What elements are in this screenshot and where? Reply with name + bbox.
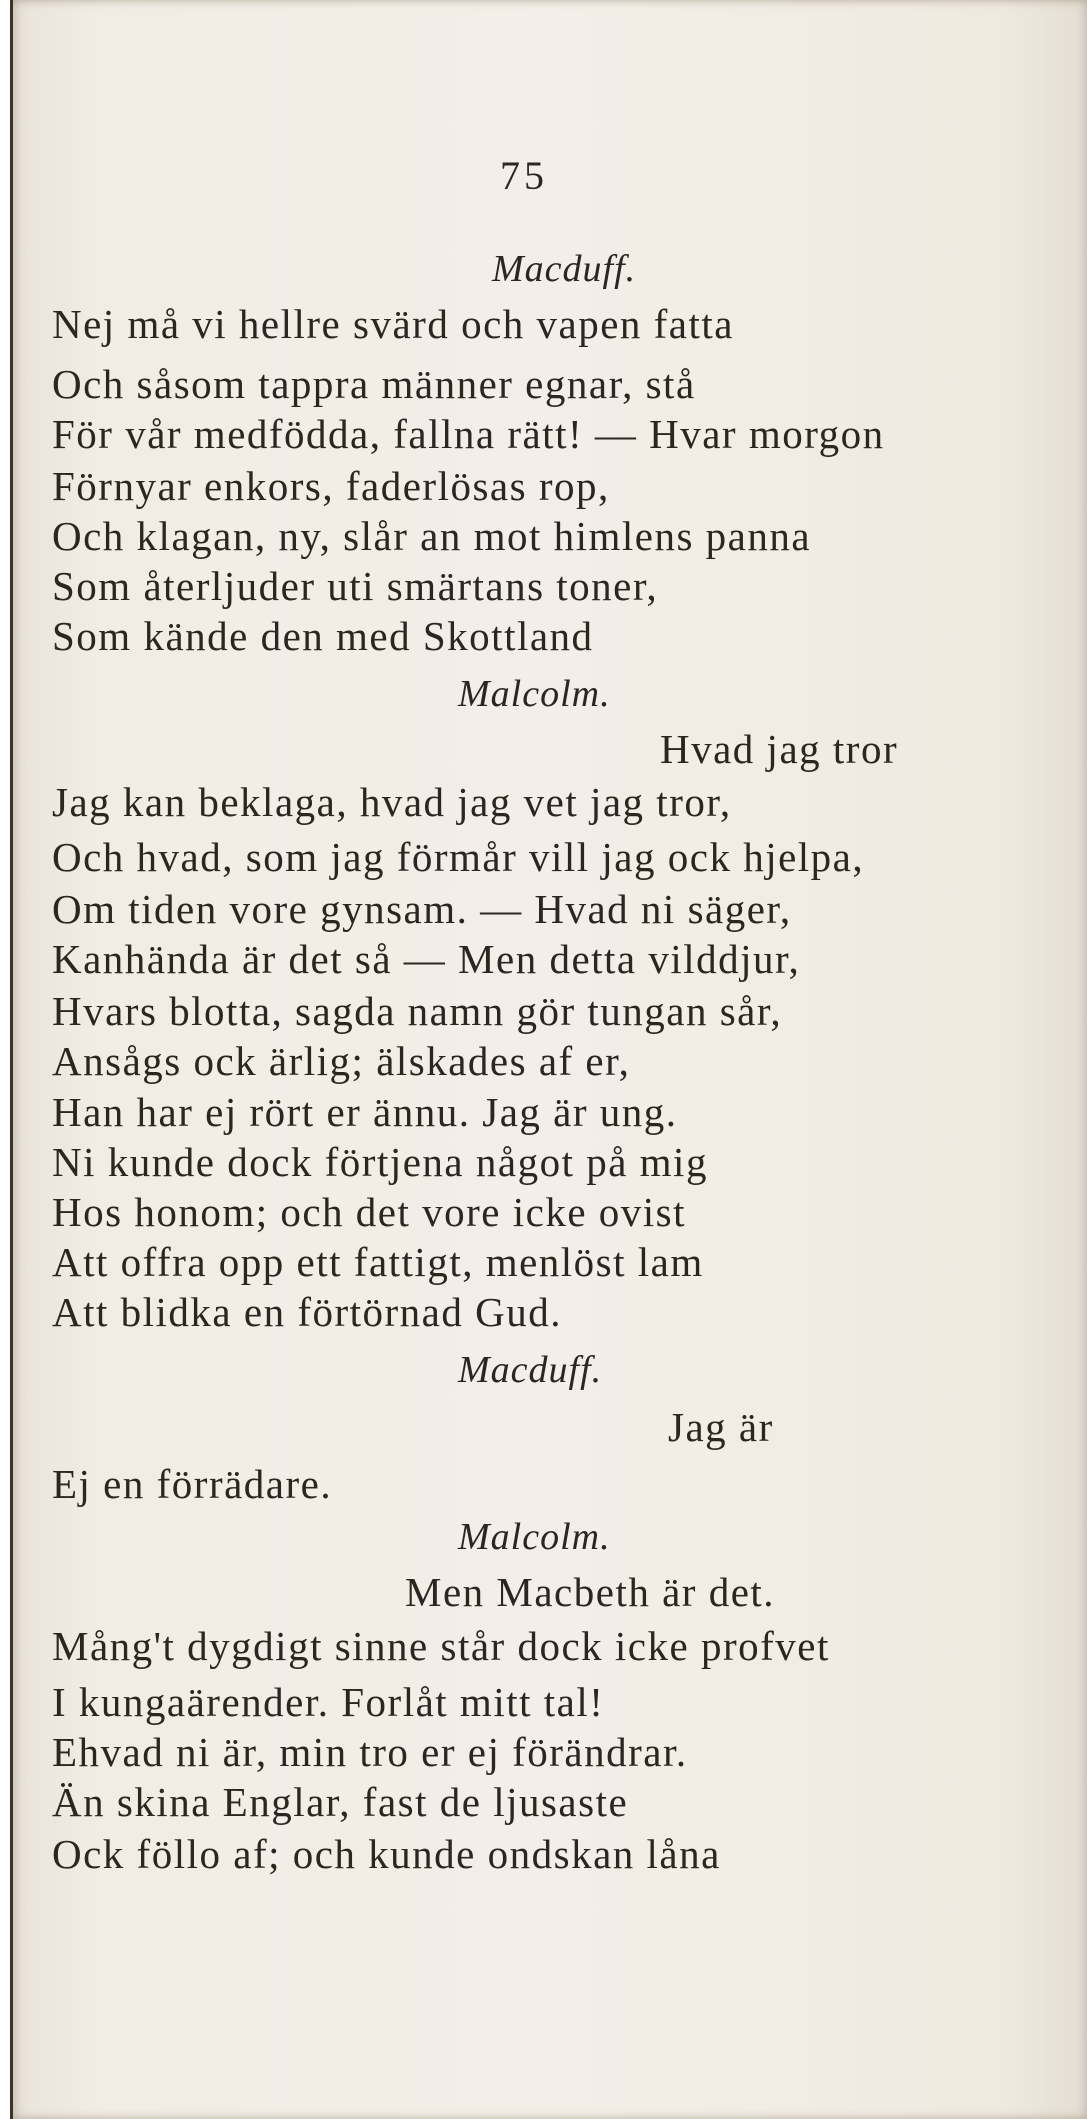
verse-line: Ock föllo af; och kunde ondskan låna xyxy=(52,1831,721,1877)
verse-line: Han har ej rört er ännu. Jag är ung. xyxy=(52,1089,678,1135)
verse-line-continued: Men Macbeth är det. xyxy=(405,1569,776,1615)
verse-line: Som återljuder uti smärtans toner, xyxy=(52,563,659,609)
verse-line: Mång't dygdigt sinne står dock icke profvet xyxy=(52,1623,830,1669)
verse-line: I kungaärender. Forlåt mitt tal! xyxy=(52,1679,605,1725)
verse-line: Nej må vi hellre svärd och vapen fatta xyxy=(52,301,734,347)
verse-line: Ni kunde dock förtjena något på mig xyxy=(52,1139,708,1185)
verse-line: Om tiden vore gynsam. — Hvad ni säger, xyxy=(52,886,792,932)
speaker-macduff-1: Macduff. xyxy=(492,248,637,290)
speaker-malcolm-1: Malcolm. xyxy=(458,673,611,715)
verse-line: Ehvad ni är, min tro er ej förändrar. xyxy=(52,1729,688,1775)
verse-line: För vår medfödda, fallna rätt! — Hvar morgon xyxy=(52,411,885,457)
page-edge xyxy=(10,0,13,2119)
verse-line-continued: Jag är xyxy=(668,1404,774,1450)
verse-line: Att offra opp ett fattigt, menlöst lam xyxy=(52,1239,704,1285)
verse-line: Ansågs ock ärlig; älskades af er, xyxy=(52,1038,631,1084)
verse-line: Kanhända är det så — Men detta vilddjur, xyxy=(52,936,801,982)
verse-line: Och klagan, ny, slår an mot himlens panna xyxy=(52,513,812,559)
speaker-malcolm-2: Malcolm. xyxy=(458,1516,611,1558)
verse-line: Och såsom tappra männer egnar, stå xyxy=(52,361,696,407)
verse-line: Ej en förrädare. xyxy=(52,1461,333,1507)
verse-line: Än skina Englar, fast de ljusaste xyxy=(52,1779,629,1825)
verse-line: Och hvad, som jag förmår vill jag ock hjelpa, xyxy=(52,834,865,880)
verse-line: Jag kan beklaga, hvad jag vet jag tror, xyxy=(52,779,732,825)
verse-line: Som kände den med Skottland xyxy=(52,613,594,659)
verse-line: Hvars blotta, sagda namn gör tungan sår, xyxy=(52,988,783,1034)
speaker-macduff-2: Macduff. xyxy=(458,1349,603,1391)
verse-line: Att blidka en förtörnad Gud. xyxy=(52,1289,562,1335)
page-number: 75 xyxy=(500,153,548,198)
verse-line: Förnyar enkors, faderlösas rop, xyxy=(52,463,610,509)
verse-line: Hos honom; och det vore icke ovist xyxy=(52,1189,687,1235)
verse-line-continued: Hvad jag tror xyxy=(660,726,899,772)
